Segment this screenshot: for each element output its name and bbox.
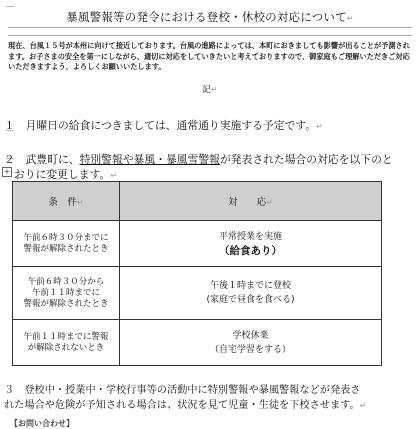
- response-table: [12, 181, 382, 366]
- contact-heading: 【お問い合わせ】: [10, 419, 74, 428]
- condition-cell: 午前６時３０分から 午前１１時までに 警報が解除されたとき: [13, 267, 120, 320]
- header-condition: 条 件↵: [13, 182, 120, 221]
- table-header-row: [13, 182, 382, 221]
- condition-cell: 午前６時３０分までに 警報が解除されたとき: [13, 221, 120, 267]
- section-1: １ 月曜日の給食につきましては、通常通り実施する予定です。↵: [4, 119, 323, 132]
- section-3: ３ 登校中・授業中・学校行事等の活動中に特別警報や暴風警報などが発表さ れた場合や危険が予知される場合は、状況を見て児童・生徒を下校させます。↵: [4, 385, 367, 411]
- table-move-handle[interactable]: +: [3, 167, 11, 176]
- document-title: 暴風警報等の発令における登校・休校の対応について↵: [66, 10, 354, 24]
- response-cell: 学校休業 （自宅学習をする）: [120, 320, 382, 366]
- condition-cell: 午前１１時までに警報 が解除されないとき: [13, 320, 120, 366]
- title-underline: [8, 27, 412, 28]
- separator-line: [8, 35, 412, 36]
- intro-paragraph: 現在、台風１５号が本州に向けて接近しております。台風の進路によっては、本町におきましても影響が出ることが予測されます。お子さまの安全を第一にしながら、適切に対応をしていきたいと考えておりますので、御家庭もご理解いただきご対応いただきますよう、よろしくお願いいたします。: [8, 41, 410, 71]
- response-cell: 平常授業を実施 （給食あり）: [120, 221, 382, 267]
- section-2: ２ 武豊町に、特別警報や暴風・暴風雪警報が発表された場合の対応を以下のと おりに変更します。↵: [4, 153, 393, 181]
- margin-mark: [6, 6, 14, 7]
- response-cell: 午後１時までに登校 (家庭で昼食を食べる): [120, 267, 382, 320]
- ki-heading: 記↵: [202, 85, 218, 95]
- table-row: [13, 267, 382, 320]
- table-row: [13, 320, 382, 366]
- header-response: 対 応↵: [120, 182, 382, 221]
- table-row: [13, 221, 382, 267]
